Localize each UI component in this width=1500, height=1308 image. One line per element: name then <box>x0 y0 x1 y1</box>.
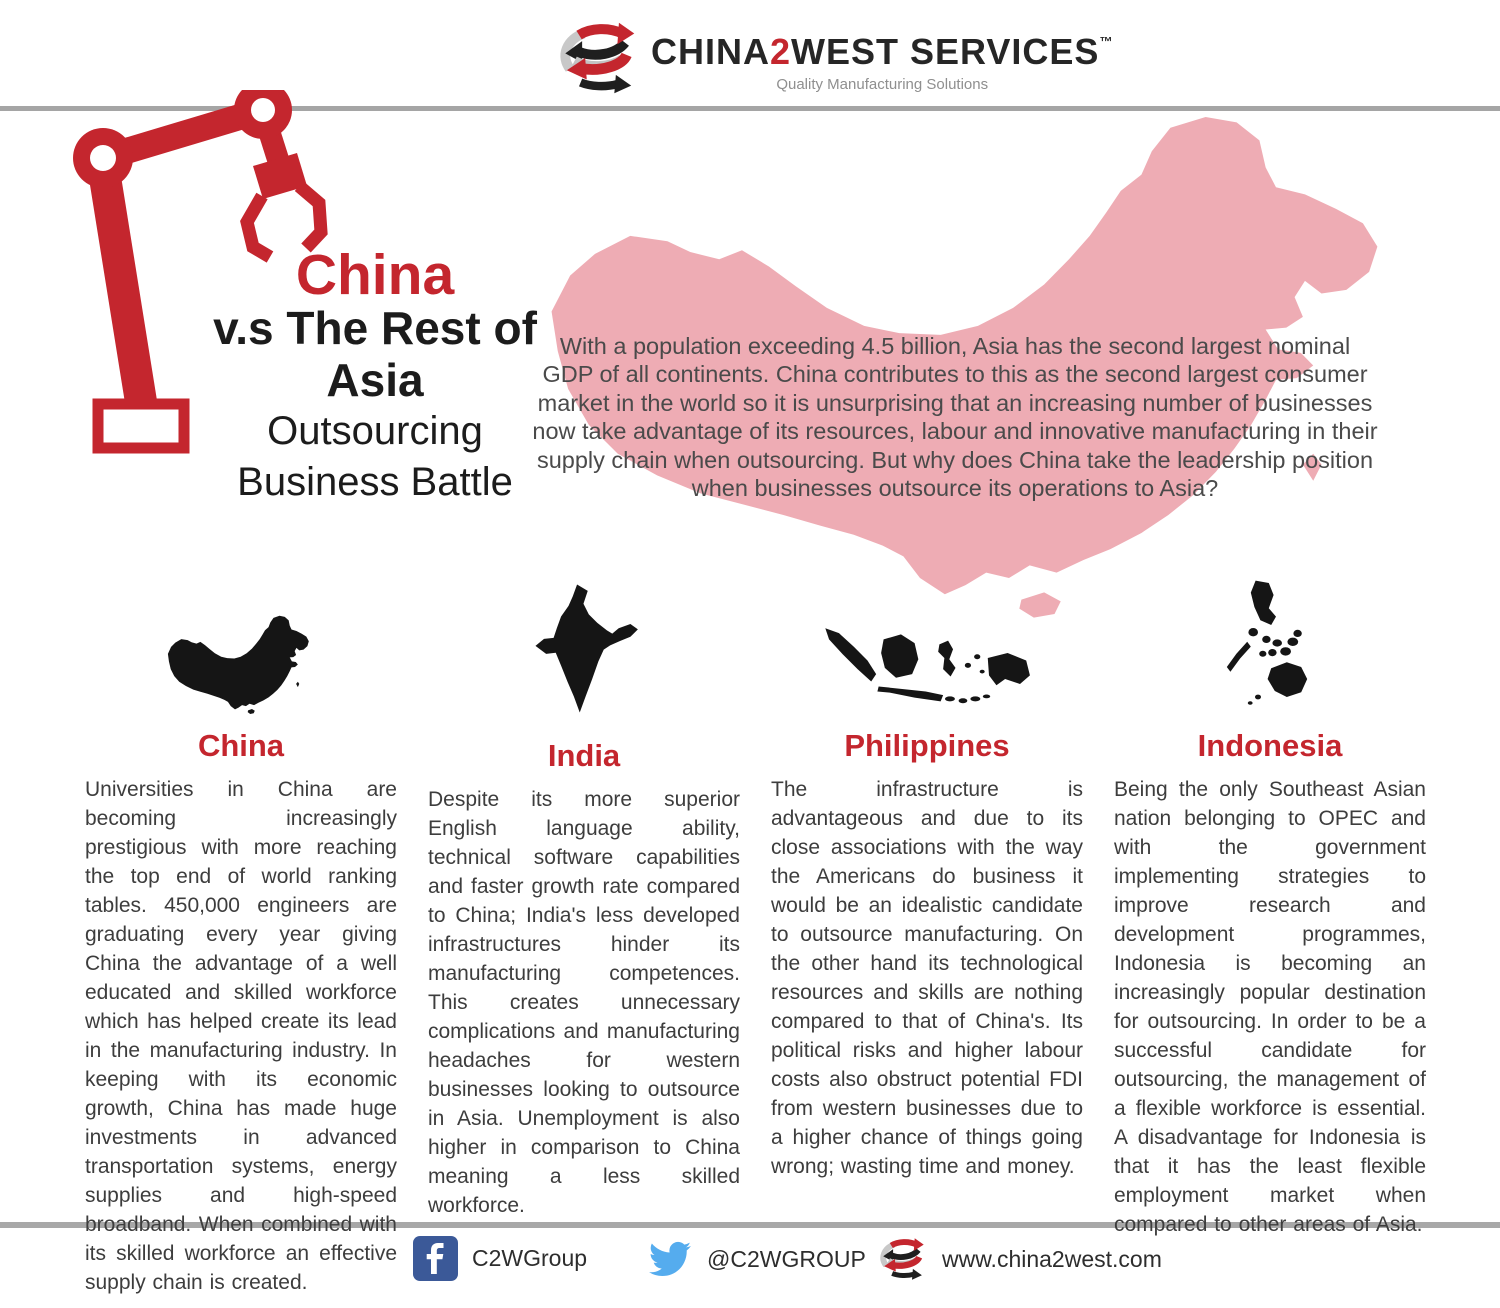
title-asia: Asia <box>326 354 424 406</box>
china-map-icon <box>165 614 317 715</box>
column-philippines <box>771 572 1083 1181</box>
archipelago-map-icon <box>818 622 1036 715</box>
column-heading-india: India <box>547 738 621 773</box>
title-china: China <box>295 243 455 307</box>
trademark-symbol: ™ <box>1099 34 1114 49</box>
india-map-icon <box>528 581 640 715</box>
brand-tagline: Quality Manufacturing Solutions <box>776 76 989 93</box>
column-heading-china: China <box>197 728 285 763</box>
brand-part1: CHINA <box>651 31 770 72</box>
column-text-philippines: The infrastructure is advantageous and due to its close associations with the way the Americans do business it would be an idealistic candidate to outsource manufacturing. On the other hand its technological resources and skills are nothing compared to that of China's. Its political risks and higher labour costs also obstruct potential FDI from western businesses due to a higher chance of things going wrong; wasting time and money. <box>771 778 1083 1179</box>
twitter-link[interactable] <box>645 1238 866 1280</box>
column-heading-philippines: Philippines <box>844 728 1010 763</box>
website-link[interactable] <box>876 1232 1162 1286</box>
islands-map-icon <box>1216 577 1324 715</box>
column-heading-indonesia: Indonesia <box>1197 728 1343 763</box>
column-text-india: Despite its more superior English language ability, technical software capabilities and faster growth rate compared to China; India's less developed infrastructures hinder its manufacturing competences. This creates unnecessary complications and manufacturing headaches for western businesses looking to outsource in Asia. Unemployment is also higher in comparison to China meaning a less skilled workforce. <box>428 788 740 1218</box>
brand-name <box>651 31 1114 72</box>
brand-part2: WEST SERVICES <box>791 31 1100 72</box>
swirl-arrows-icon[interactable] <box>876 1232 930 1286</box>
brand-digit: 2 <box>770 31 792 72</box>
brand-logo <box>553 12 1113 104</box>
swirl-arrows-icon <box>553 12 645 104</box>
twitter-bird-icon[interactable] <box>645 1238 695 1280</box>
column-text-china: Universities in China are becoming increasingly prestigious with more reaching the top end of world ranking tables. 450,000 engineers are graduating every year giving China the advantage of a well educated and skilled workforce which has helped create its lead in the manufacturing industry. In keeping with its economic growth, China has made huge investments in advanced transportation systems, energy supplies and high-speed broadband. When combined with its skilled workforce an effective supply chain is created. <box>85 778 397 1295</box>
title-vs-rest: v.s The Rest of <box>213 302 537 354</box>
website-url[interactable]: www.china2west.com <box>942 1245 1162 1272</box>
column-china <box>85 572 397 1297</box>
intro-paragraph: With a population exceeding 4.5 billion, Asia has the second largest nominal GDP of all continents. China contributes to this as the second largest consumer market in the world so it is unsurprising that an increasing number of businesses now take advantage of its resources, labour and innovative manufacturing in their supply chain when outsourcing. But why does China take the leadership position when businesses outsource its operations to Asia? <box>532 332 1378 501</box>
facebook-handle[interactable]: C2WGroup <box>472 1245 588 1271</box>
column-text-indonesia: Being the only Southeast Asian nation belonging to OPEC and with the government implementing strategies to improve research and development programmes, Indonesia is becoming an increasingly popular destination for outsourcing. In order to be a successful candidate for outsourcing, the management of a flexible workforce is essential. A disadvantage for Indonesia is that it has the least flexible employment market when compared to other areas of Asia. <box>1114 778 1426 1237</box>
column-indonesia <box>1114 572 1426 1239</box>
title-business-battle: Business Battle <box>237 460 513 504</box>
column-india <box>428 572 740 1220</box>
robot-arm-icon <box>60 90 410 470</box>
title-outsourcing: Outsourcing <box>267 409 483 453</box>
facebook-link[interactable] <box>413 1236 587 1281</box>
twitter-handle[interactable]: @C2WGROUP <box>707 1245 866 1272</box>
facebook-icon[interactable] <box>413 1236 458 1281</box>
